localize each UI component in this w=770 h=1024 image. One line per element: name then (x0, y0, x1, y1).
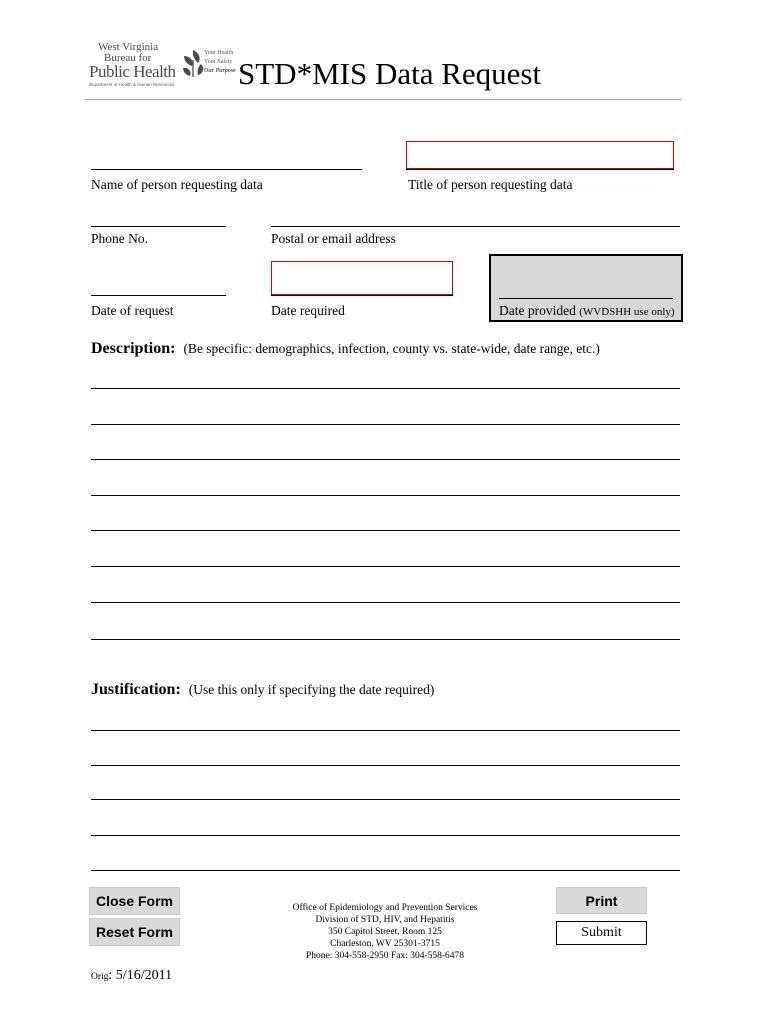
close-form-button[interactable]: Close Form (89, 887, 180, 915)
title-input[interactable] (406, 141, 674, 169)
description-line (91, 566, 680, 567)
justification-line (91, 765, 680, 766)
address-line-4: Charleston, WV 25301-3715 (330, 939, 440, 949)
description-line (91, 530, 680, 531)
description-line (91, 388, 680, 389)
description-heading-text: Description: (91, 340, 176, 357)
name-label: Name of person requesting data (91, 177, 263, 192)
orig-date: : 5/16/2011 (108, 968, 173, 983)
print-button[interactable]: Print (556, 887, 647, 914)
title-label: Title of person requesting data (408, 177, 573, 192)
description-heading (91, 340, 600, 358)
office-address (270, 902, 500, 962)
address-line-1: Office of Epidemiology and Prevention Services (292, 903, 478, 913)
date-provided-box (489, 254, 683, 322)
address-line-3: 350 Capitol Street, Room 125 (328, 927, 442, 937)
date-required-underline (271, 295, 453, 296)
title-underline (406, 169, 674, 170)
submit-button[interactable]: Submit (556, 921, 647, 945)
justification-line (91, 730, 680, 731)
justification-line (91, 835, 680, 836)
date-provided-label (499, 303, 675, 319)
date-of-request-label: Date of request (91, 303, 174, 318)
orig-prefix: Orig (91, 972, 109, 982)
description-line (91, 639, 680, 640)
description-line (91, 495, 680, 496)
justification-line (91, 799, 680, 800)
logo-tagline-2: Your Safety (204, 59, 233, 65)
justification-line (91, 870, 680, 871)
date-of-request-input[interactable] (91, 295, 226, 296)
logo-tagline-1: Your Health (204, 50, 234, 56)
description-hint: (Be specific: demographics, infection, county vs. state-wide, date range, etc.) (183, 341, 600, 356)
bureau-logo (84, 42, 234, 92)
name-input[interactable] (91, 169, 362, 170)
address-line-2: Division of STD, HIV, and Hepatitis (315, 915, 455, 925)
reset-form-button[interactable]: Reset Form (89, 918, 180, 946)
date-provided-text: Date provided (499, 303, 576, 318)
justification-hint: (Use this only if specifying the date required) (188, 682, 435, 697)
logo-line-2: Bureau for (104, 52, 152, 64)
postal-address-label: Postal or email address (271, 231, 396, 246)
page-title: STD*MIS Data Request (238, 56, 542, 91)
description-line (91, 459, 680, 460)
logo-tagline-3: Our Purpose (204, 68, 236, 74)
date-provided-input[interactable] (499, 298, 673, 299)
phone-label: Phone No. (91, 231, 148, 246)
logo-line-1: West Virginia (98, 41, 159, 53)
original-date (91, 968, 172, 984)
date-provided-note: (WVDSHH use only) (579, 306, 675, 318)
logo-line-3: Public Health (89, 62, 176, 81)
postal-address-input[interactable] (271, 226, 680, 227)
justification-heading-text: Justification: (91, 681, 181, 698)
logo-dept: Department of Health & Human Resources (89, 82, 175, 87)
phone-input[interactable] (91, 226, 226, 227)
leaf-logo-icon (180, 48, 206, 78)
description-line (91, 424, 680, 425)
date-required-input[interactable] (271, 261, 453, 295)
header-divider (84, 99, 682, 100)
address-line-5: Phone: 304-558-2950 Fax: 304-558-6478 (305, 951, 465, 961)
justification-heading (91, 681, 434, 699)
date-required-label: Date required (271, 303, 345, 318)
description-line (91, 602, 680, 603)
